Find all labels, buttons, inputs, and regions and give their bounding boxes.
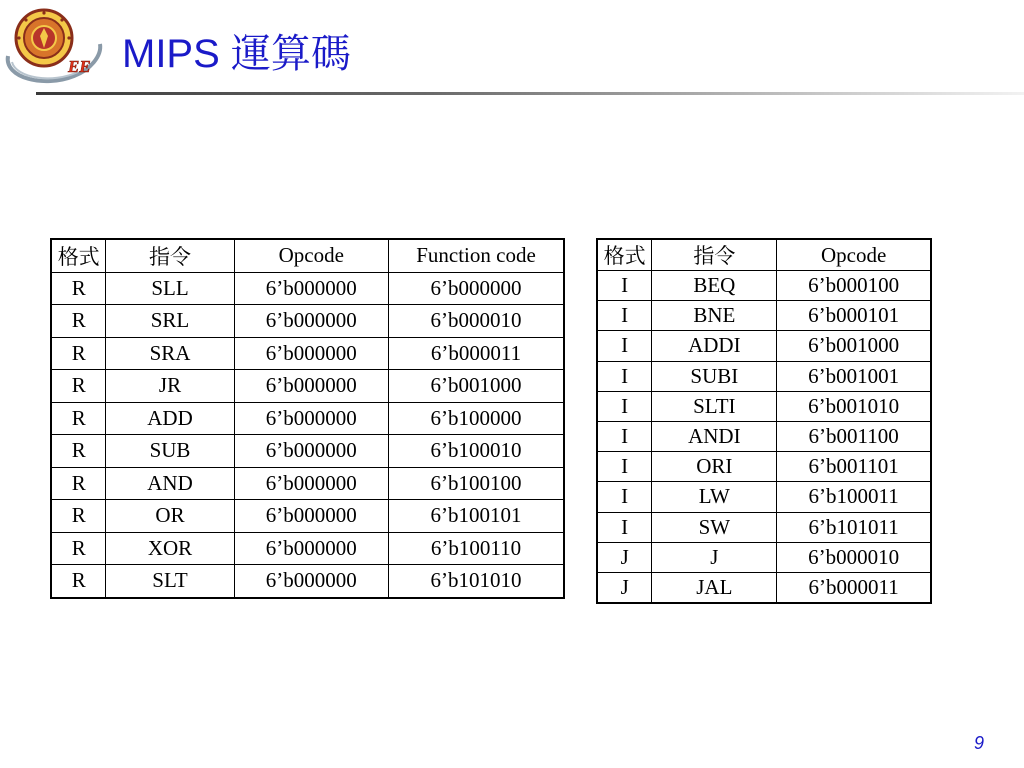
table-cell: 6’b000100 — [777, 271, 931, 301]
table-row — [51, 337, 564, 370]
table-cell: 6’b000000 — [234, 435, 388, 468]
column-header: 格式 — [51, 239, 106, 272]
column-header: 格式 — [597, 239, 652, 271]
table-cell: BEQ — [652, 271, 777, 301]
table-cell: I — [597, 331, 652, 361]
table-cell: 6’b101010 — [389, 565, 565, 598]
table-cell: 6’b100110 — [389, 532, 565, 565]
table-row — [51, 305, 564, 338]
table-cell: ADDI — [652, 331, 777, 361]
table-cell: 6’b001101 — [777, 452, 931, 482]
table-cell: R — [51, 370, 106, 403]
table-cell: 6’b101011 — [777, 512, 931, 542]
table-cell: SLL — [106, 272, 234, 305]
table-row — [51, 370, 564, 403]
table-cell: LW — [652, 482, 777, 512]
table-row — [597, 391, 931, 421]
table-cell: I — [597, 271, 652, 301]
table-row — [597, 482, 931, 512]
table-cell: 6’b000000 — [234, 305, 388, 338]
table-cell: 6’b100101 — [389, 500, 565, 533]
table-cell: 6’b000011 — [777, 572, 931, 603]
table-row — [597, 421, 931, 451]
table-cell: 6’b000000 — [234, 272, 388, 305]
table-cell: 6’b000000 — [234, 565, 388, 598]
table-cell: I — [597, 512, 652, 542]
table-cell: 6’b100011 — [777, 482, 931, 512]
table-cell: J — [597, 542, 652, 572]
table-cell: R — [51, 272, 106, 305]
table-cell: I — [597, 391, 652, 421]
column-header: 指令 — [106, 239, 234, 272]
table-cell: XOR — [106, 532, 234, 565]
table-cell: 6’b000000 — [234, 402, 388, 435]
table-cell: 6’b100000 — [389, 402, 565, 435]
column-header: Function code — [389, 239, 565, 272]
table-cell: 6’b000011 — [389, 337, 565, 370]
table-cell: SRA — [106, 337, 234, 370]
table-cell: I — [597, 452, 652, 482]
table-row — [51, 532, 564, 565]
table-cell: JAL — [652, 572, 777, 603]
table-cell: 6’b000000 — [234, 500, 388, 533]
table-cell: R — [51, 500, 106, 533]
page-number: 9 — [973, 733, 984, 753]
table-cell: 6’b000000 — [234, 532, 388, 565]
table-cell: 6’b100100 — [389, 467, 565, 500]
header-row — [51, 239, 564, 272]
table-cell: 6’b001000 — [777, 331, 931, 361]
table-cell: 6’b001100 — [777, 421, 931, 451]
table-cell: I — [597, 301, 652, 331]
ij-type-opcode-table — [596, 238, 932, 604]
table-cell: 6’b001010 — [777, 391, 931, 421]
table-cell: SUBI — [652, 361, 777, 391]
header-row — [597, 239, 931, 271]
table-row — [51, 402, 564, 435]
table-row — [597, 301, 931, 331]
table-row — [51, 435, 564, 468]
table-cell: SW — [652, 512, 777, 542]
table-cell: 6’b001000 — [389, 370, 565, 403]
table-cell: 6’b000010 — [777, 542, 931, 572]
table-cell: OR — [106, 500, 234, 533]
table-cell: 6’b000000 — [234, 467, 388, 500]
slide-title: MIPS 運算碼 — [122, 32, 351, 76]
table-cell: 6’b000000 — [234, 337, 388, 370]
table-cell: 6’b000101 — [777, 301, 931, 331]
table-cell: SUB — [106, 435, 234, 468]
table-cell: I — [597, 421, 652, 451]
table-row — [597, 572, 931, 603]
logo — [4, 4, 104, 90]
table-cell: 6’b100010 — [389, 435, 565, 468]
table-cell: J — [597, 572, 652, 603]
table-row — [51, 500, 564, 533]
table-cell: 6’b000000 — [389, 272, 565, 305]
table-row — [597, 271, 931, 301]
table-cell: R — [51, 532, 106, 565]
table-cell: SLTI — [652, 391, 777, 421]
table-cell: 6’b000000 — [234, 370, 388, 403]
table-row — [597, 542, 931, 572]
title-underline — [36, 92, 1024, 95]
table-cell: R — [51, 402, 106, 435]
column-header: Opcode — [777, 239, 931, 271]
table-row — [597, 452, 931, 482]
table-cell: SLT — [106, 565, 234, 598]
table-row — [597, 331, 931, 361]
table-cell: R — [51, 435, 106, 468]
r-type-opcode-table — [50, 238, 565, 599]
department-seal-icon — [4, 4, 104, 90]
table-cell: 6’b000010 — [389, 305, 565, 338]
table-row — [51, 565, 564, 598]
table-row — [597, 361, 931, 391]
table-row — [597, 512, 931, 542]
table-cell: ANDI — [652, 421, 777, 451]
table-cell: SRL — [106, 305, 234, 338]
table-cell: BNE — [652, 301, 777, 331]
table-cell: I — [597, 361, 652, 391]
column-header: Opcode — [234, 239, 388, 272]
table-cell: 6’b001001 — [777, 361, 931, 391]
table-cell: R — [51, 467, 106, 500]
table-cell: ORI — [652, 452, 777, 482]
svg-text:EE: EE — [68, 57, 91, 76]
table-cell: J — [652, 542, 777, 572]
table-cell: ADD — [106, 402, 234, 435]
table-cell: AND — [106, 467, 234, 500]
table-row — [51, 272, 564, 305]
table-cell: R — [51, 565, 106, 598]
column-header: 指令 — [652, 239, 777, 271]
table-cell: I — [597, 482, 652, 512]
table-cell: R — [51, 305, 106, 338]
table-row — [51, 467, 564, 500]
table-cell: JR — [106, 370, 234, 403]
table-cell: R — [51, 337, 106, 370]
